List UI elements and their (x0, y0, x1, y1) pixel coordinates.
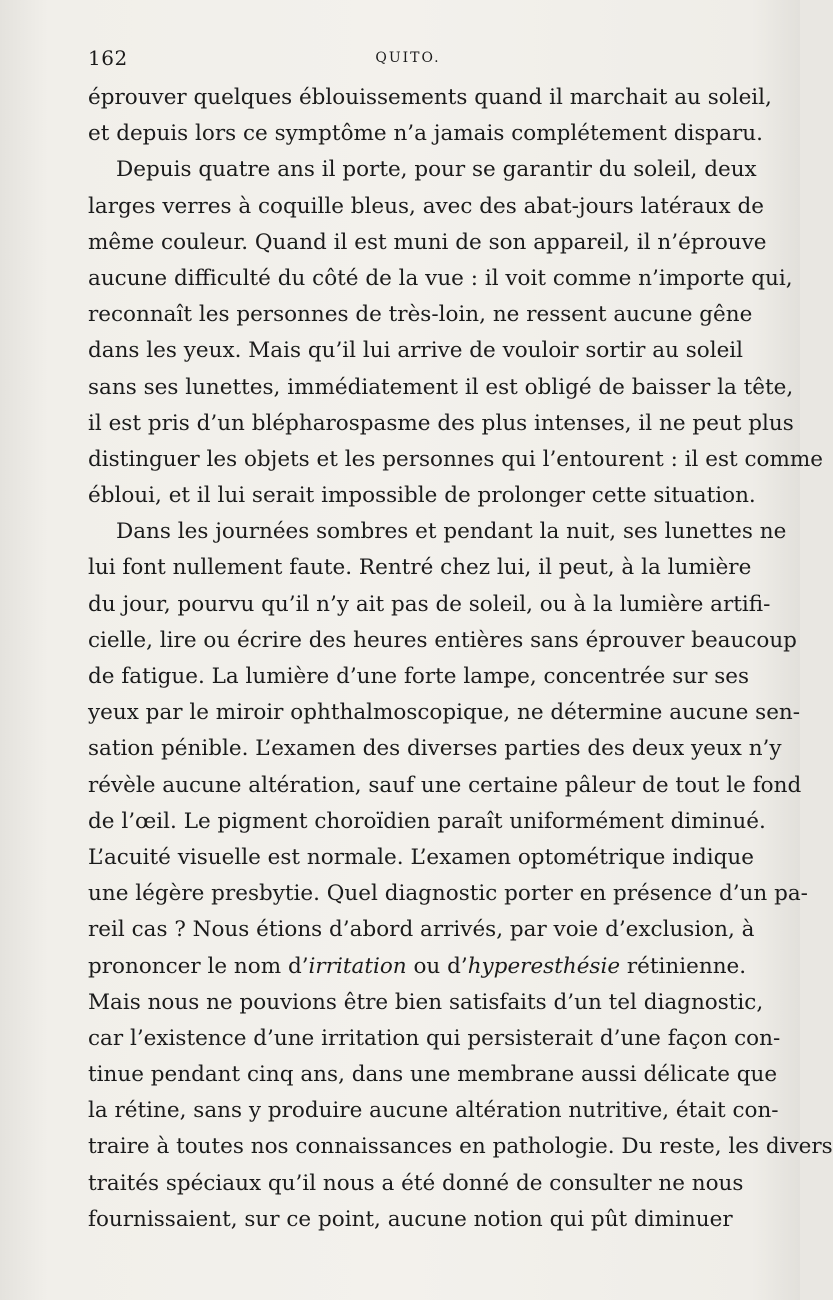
text-line: aucune difficulté du côté de la vue : il voit comme n’importe qui, (88, 265, 793, 291)
text-line: sans ses lunettes, immédiatement il est obligé de baisser la tête, (88, 374, 794, 400)
text-line: tinue pendant cinq ans, dans une membrane aussi délicate que (88, 1062, 778, 1088)
text-line: sation pénible. L’examen des diverses parties des deux yeux n’y (88, 736, 782, 762)
text-line: reil cas ? Nous étions d’abord arrivés, par voie d’exclusion, à (88, 917, 755, 943)
text-line: larges verres à coquille bleus, avec des abat-jours latéraux de (88, 193, 764, 219)
text-line: ébloui, et il lui serait impossible de prolonger cette situation. (88, 483, 756, 509)
text-line: la rétine, sans y produire aucune altération nutritive, était con- (88, 1098, 779, 1124)
italic-term: irritation (308, 953, 407, 979)
text-line: traire à toutes nos connaissances en pathologie. Du reste, les divers (88, 1134, 833, 1160)
text-line: L’acuité visuelle est normale. L’examen optométrique indique (88, 844, 754, 870)
text-line: lui font nullement faute. Rentré chez lui, il peut, à la lumière (88, 555, 752, 581)
text-line: du jour, pourvu qu’il n’y ait pas de soleil, ou à la lumière artifi- (88, 591, 771, 617)
text-line (88, 949, 747, 985)
text-line: Mais nous ne pouvions être bien satisfaits d’un tel diagnostic, (88, 989, 764, 1015)
text-line: yeux par le miroir ophthalmoscopique, ne détermine aucune sen- (88, 700, 801, 726)
body-text (88, 80, 833, 1238)
text-line: même couleur. Quand il est muni de son appareil, il n’éprouve (88, 229, 767, 255)
text-line: une légère presbytie. Quel diagnostic porter en présence d’un pa- (88, 881, 808, 907)
page-number: 162 (88, 46, 128, 70)
text-line: car l’existence d’une irritation qui persisterait d’une façon con- (88, 1025, 781, 1051)
text-line: Depuis quatre ans il porte, pour se garantir du soleil, deux (116, 157, 757, 183)
text-line: et depuis lors ce symptôme n’a jamais complétement disparu. (88, 121, 763, 147)
text-line: fournissaient, sur ce point, aucune notion qui pût diminuer (88, 1206, 733, 1232)
text-fragment: ou d’ (406, 953, 468, 979)
text-line: traités spéciaux qu’il nous a été donné de consulter ne nous (88, 1170, 744, 1196)
text-line: révèle aucune altération, sauf une certaine pâleur de tout le fond (88, 772, 802, 798)
text-line: cielle, lire ou écrire des heures entières sans éprouver beaucoup (88, 627, 797, 653)
text-line: éprouver quelques éblouissements quand il marchait au soleil, (88, 85, 772, 110)
text-line: de l’œil. Le pigment choroïdien paraît uniformément diminué. (88, 808, 766, 834)
page-header (88, 46, 728, 76)
text-line: dans les yeux. Mais qu’il lui arrive de vouloir sortir au soleil (88, 338, 744, 364)
text-line: reconnaît les personnes de très-loin, ne ressent aucune gêne (88, 302, 753, 328)
text-line: distinguer les objets et les personnes qui l’entourent : il est comme (88, 446, 823, 472)
text-fragment: rétinienne. (620, 953, 747, 979)
text-fragment: prononcer le nom d’ (88, 953, 309, 979)
text-line: il est pris d’un blépharospasme des plus intenses, il ne peut plus (88, 410, 794, 436)
running-head: QUITO. (375, 50, 441, 66)
text-line: Dans les journées sombres et pendant la nuit, ses lunettes ne (116, 519, 787, 545)
text-line: de fatigue. La lumière d’une forte lampe, concentrée sur ses (88, 664, 749, 689)
italic-term: hyperesthésie (467, 953, 621, 979)
